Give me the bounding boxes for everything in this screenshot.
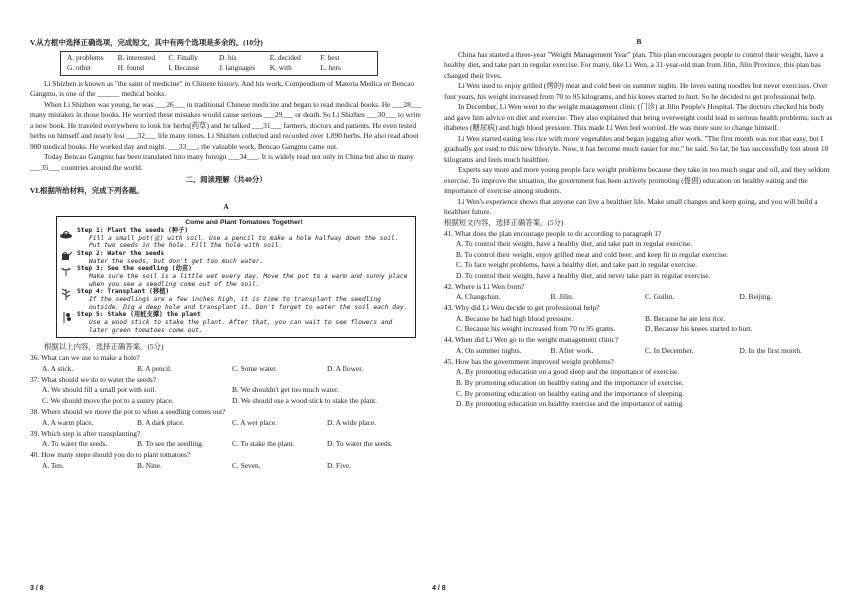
tomato-title: Come and Plant Tomatoes Together! bbox=[185, 218, 303, 226]
answer-option[interactable]: B. To see the seedling. bbox=[137, 439, 204, 449]
option-row bbox=[444, 292, 834, 303]
option-row bbox=[444, 367, 834, 378]
answer-option[interactable]: D. We should use a wood stick to stake the plant. bbox=[232, 396, 378, 405]
step-body: Make sure the soil is a little wet every day. Move the pot to a warm and sunny place when you see a seedling come out of the soil. bbox=[89, 273, 408, 288]
option-row bbox=[444, 314, 834, 325]
word-option: A. problems bbox=[67, 52, 104, 62]
word-row-1 bbox=[67, 53, 371, 64]
answer-option[interactable]: C. A wet place. bbox=[232, 417, 277, 427]
answer-option[interactable]: B. Nine. bbox=[137, 460, 162, 470]
questions-a bbox=[30, 353, 422, 471]
tomato-plant-icon bbox=[59, 311, 73, 323]
step-1 bbox=[77, 227, 411, 250]
answer-option[interactable]: B. A dark place. bbox=[137, 417, 185, 427]
answer-option[interactable]: B. To control their weight, enjoy grilled meat and cold beer, and keep fit in regular exercise. bbox=[456, 249, 728, 259]
answer-option[interactable]: D. To control their weight, have a healthy diet, and never take part in regular exercise. bbox=[456, 270, 711, 280]
word-option: E. decided bbox=[269, 52, 301, 62]
answer-option[interactable]: C. To face weight problems, have a healthy diet, and take part in regular exercise. bbox=[456, 260, 698, 270]
passage-paragraph: When Li Shizhen was young, he was ___26___ in traditional Chinese medicine and began to read medical books. He ___28___ many mistakes in those books. He worried these mistakes would cause serious ___29___ or death. So Li Shizhen ___30___ to write a new book. He traveled everywhere to look for herbs(药草) and he talked ___31___ farmers, doctors and patients. He even tested herbs on himself and nearly lost ___32___ life many times. Li Shizhen collected and recorded over 1,890 herbs. He also read about 900 medical books. He worked day and night. ___33___, the valuable work, Bencao Gangmu came out. bbox=[30, 99, 422, 151]
option-row bbox=[30, 396, 422, 407]
step-head: Step 2: Water the seeds bbox=[77, 250, 165, 258]
word-option: K. with bbox=[269, 63, 292, 73]
answer-option[interactable]: B. A pencil. bbox=[137, 363, 172, 373]
article-paragraph: In December, Li Wen went to the weight management clinic (门诊) at Jilin People's Hospital. The doctors checked his body and gave him advice on diet and exercise. They also explained that being overweight could lead to serious health problems, such as diabetes (糖尿病) and high blood pressure. This made Li Wen feel worried. He was more sure to change himself. bbox=[444, 102, 833, 133]
answer-option[interactable]: C. Some water. bbox=[232, 363, 278, 373]
word-option: H. found bbox=[117, 63, 144, 73]
answer-option[interactable]: B. Because he ate less rice. bbox=[645, 313, 726, 323]
answer-option[interactable]: A. By promoting education on a good sleep and the importance of exercise. bbox=[456, 367, 680, 377]
word-option: C. Finally bbox=[168, 52, 198, 62]
page-number: 3 / 8 bbox=[30, 585, 44, 593]
option-row bbox=[444, 378, 834, 389]
answer-option[interactable]: A. On summer nights. bbox=[456, 345, 522, 355]
question-text: 37. What should we do to water the seeds? bbox=[30, 374, 157, 384]
answer-option[interactable]: A. To control their weight, have a healthy diet, and take part in regular exercise. bbox=[456, 239, 693, 249]
word-box bbox=[60, 51, 378, 76]
question-text: 39. Which step is after transplanting? bbox=[30, 428, 141, 438]
answer-option[interactable]: C. To stake the plant. bbox=[232, 439, 295, 449]
answer-option[interactable]: A. To water the seeds. bbox=[42, 439, 108, 449]
answer-option[interactable]: D. A flower. bbox=[327, 363, 364, 373]
answer-option[interactable]: D. By promoting education on healthy exercise and the importance of eating. bbox=[456, 399, 685, 409]
question-block bbox=[30, 353, 422, 374]
answer-option[interactable]: A. We should fill a small pot with soil. bbox=[42, 385, 157, 395]
article-paragraph: China has started a three-year "Weight Management Year" plan. This plan encourages people to control their weight, have a healthy diet, and take part in regular exercise. For many, like Li Wen, a 31-year-old man from Jilin, Jilin Province, this plan has changed their lives. bbox=[444, 49, 824, 80]
option-row bbox=[30, 364, 422, 375]
answer-option[interactable]: A. Changchun. bbox=[456, 292, 501, 302]
option-row bbox=[30, 418, 422, 429]
answer-option[interactable]: D. A wide place. bbox=[327, 417, 377, 427]
answer-option[interactable]: B. By promoting education on healthy eating and the importance of exercise. bbox=[456, 378, 684, 387]
option-row bbox=[30, 461, 422, 472]
section-a-label: A bbox=[223, 202, 229, 212]
answer-option[interactable]: A. Ten. bbox=[42, 460, 64, 470]
article-paragraph: Experts say more and more young people face weight problems because they take in too much sugar and oil, and they seldom exercise. To improve the situation, the government has been actively promoting (提倡) education on healthy eating and the importance of exercise among students. bbox=[444, 165, 830, 196]
answer-option[interactable]: A. A warm place. bbox=[42, 417, 94, 427]
question-text: 41. What does the plan encourage people to do according to paragraph 1? bbox=[444, 228, 662, 238]
answer-option[interactable]: C. We should move the pot to a sunny place. bbox=[42, 396, 174, 405]
part2-title: 二、阅读理解（共40分） bbox=[185, 175, 267, 185]
question-block bbox=[30, 375, 422, 407]
article-paragraph: Li Wen used to enjoy grilled (烤的) meat and cold beer on summer nights. He loves eating noodles but never exercises. Over four years, his weight increased from 70 to 95 kilograms, and his knees started to hurt. So he decided to get professional help. bbox=[444, 81, 828, 101]
question-text: 38. Where should we move the pot to when a seedling comes out? bbox=[30, 407, 226, 417]
answer-option[interactable]: D. Because his knees started to hurt. bbox=[645, 324, 753, 334]
option-row bbox=[444, 399, 834, 410]
question-block bbox=[30, 450, 422, 471]
question-text: 42. Where is Li Wen from? bbox=[444, 281, 525, 291]
answer-option[interactable]: C. In December. bbox=[645, 345, 694, 355]
article-paragraph: Li Wen started eating less rice with more vegetables and began jogging after work. "The first month was not that easy, but I gradually got used to this new lifestyle. Now, it has become much easier for me." he said. So far, he has successfully lost about 10 kilograms and feels much healthier. bbox=[444, 133, 829, 164]
question-text: 44. When did Li Wen go to the weight management clinic? bbox=[444, 335, 619, 345]
step-head: Step 1: Plant the seeds (种子) bbox=[77, 227, 189, 235]
passage-paragraph: Li Shizhen is known as "the saint of medicine" in Chinese history. And his work, Compendium of Materia Medica or Bencao Gangmu, is one of the ______ medical books. bbox=[30, 78, 415, 99]
question-text: 45. How has the government improved weight problems? bbox=[444, 356, 614, 366]
word-row-2 bbox=[67, 63, 371, 74]
page-number: 4 / 8 bbox=[432, 585, 446, 593]
step-body: If the seedlings are a few inches high, it is time to transplant the seedling outside. Dig a deep hole and transplant it. Don't forget to water the soil each day. bbox=[89, 296, 408, 311]
question-block bbox=[444, 357, 834, 410]
word-option: J. languages bbox=[219, 63, 256, 73]
option-row bbox=[30, 385, 422, 396]
question-block bbox=[444, 229, 834, 282]
question-text: 40. How many steps should you do to plant tomatoes? bbox=[30, 450, 191, 460]
answer-option[interactable]: B. Jilin. bbox=[550, 292, 574, 302]
instruction-a: 根据以上内容，选择正确答案。(5分) bbox=[44, 342, 164, 352]
step-head: Step 3: See the seedling (幼苗) bbox=[77, 265, 192, 273]
option-row bbox=[444, 324, 834, 335]
section6-title: VI.根据所给材料，完成下列各题。 bbox=[30, 185, 144, 195]
answer-option[interactable]: A. A stick. bbox=[42, 363, 74, 373]
step-3 bbox=[77, 265, 411, 288]
answer-option[interactable]: B. We shouldn't get too much water. bbox=[232, 385, 339, 395]
answer-option[interactable]: D. Five. bbox=[327, 460, 352, 470]
word-option: F. best bbox=[320, 52, 340, 62]
option-row bbox=[444, 239, 834, 250]
instruction-b: 根据短文内容，选择正确答案。(5分) bbox=[444, 217, 564, 227]
watering-can-icon bbox=[59, 250, 73, 262]
step-body: Water the seeds, but don't get too much water. bbox=[89, 257, 264, 265]
step-head: Step 4: Transplant (移植) bbox=[77, 288, 170, 296]
option-row bbox=[444, 271, 834, 282]
question-block bbox=[30, 429, 422, 450]
step-body: Fill a small pot(盆) with soil. Use a pencil to make a hole halfway down the soil. Put two seeds in the hole. Fill the hole with soil. bbox=[89, 234, 399, 250]
answer-option[interactable]: A. Because he had high blood pressure. bbox=[456, 313, 573, 323]
questions-b bbox=[444, 229, 834, 410]
step-body: Use a wood stick to stake the plant. After that, you can wait to see flowers and later green tomatoes come out. bbox=[89, 319, 393, 334]
answer-option[interactable]: C. Guilin. bbox=[645, 292, 675, 302]
option-row bbox=[444, 250, 834, 261]
seedling-icon bbox=[59, 265, 73, 277]
word-option: B. interested bbox=[117, 52, 156, 62]
seed-pot-icon bbox=[59, 227, 73, 239]
article-paragraph: Li Wen's experience shows that anyone can live a healthier life. Make small changes and keep going, and you will build a healthier future. bbox=[444, 196, 818, 217]
word-option: D. his bbox=[219, 52, 237, 62]
answer-option[interactable]: D. Beijing. bbox=[739, 292, 773, 302]
option-row bbox=[30, 439, 422, 450]
word-option: I. Because bbox=[168, 63, 200, 73]
question-block bbox=[30, 407, 422, 428]
section5-title: V.从方框中选择正确选项，完成短文，其中有两个选项是多余的。(10分) bbox=[30, 38, 263, 47]
step-5 bbox=[77, 311, 411, 334]
answer-option[interactable]: C. Seven. bbox=[232, 460, 261, 470]
option-row bbox=[444, 346, 834, 357]
section-b-label: B bbox=[636, 37, 642, 46]
answer-option[interactable]: C. Because his weight increased from 70 to 95 grams. bbox=[456, 324, 616, 334]
tomato-instructions-box bbox=[56, 216, 416, 339]
question-block bbox=[444, 335, 834, 356]
answer-option[interactable]: B. After work. bbox=[550, 345, 594, 355]
plant-icon bbox=[59, 288, 73, 300]
option-row bbox=[444, 389, 834, 400]
passage-paragraph: Today Bencao Gangmu has been translated into many foreign ___34___. It is widely read not only in China but also in many ___35___ countries around the world. bbox=[30, 152, 414, 172]
answer-option[interactable]: D. In the first month. bbox=[739, 345, 802, 355]
word-option: L. hers bbox=[320, 63, 341, 73]
question-block bbox=[444, 303, 834, 335]
question-text: 43. Why did Li Wen decide to get professional help? bbox=[444, 303, 600, 313]
option-row bbox=[444, 260, 834, 271]
step-head: Step 5: Stake (用桩支撑) the plant bbox=[77, 311, 201, 319]
answer-option[interactable]: D. To water the seeds. bbox=[327, 439, 393, 449]
page-4 bbox=[430, 0, 860, 608]
answer-option[interactable]: C. By promoting education on healthy eating and the importance of sleeping. bbox=[456, 388, 685, 398]
word-option: G. other bbox=[67, 63, 92, 73]
question-block bbox=[444, 282, 834, 303]
step-4 bbox=[77, 288, 411, 311]
question-text: 36. What can we use to make a hole? bbox=[30, 353, 140, 363]
step-2 bbox=[77, 250, 411, 265]
